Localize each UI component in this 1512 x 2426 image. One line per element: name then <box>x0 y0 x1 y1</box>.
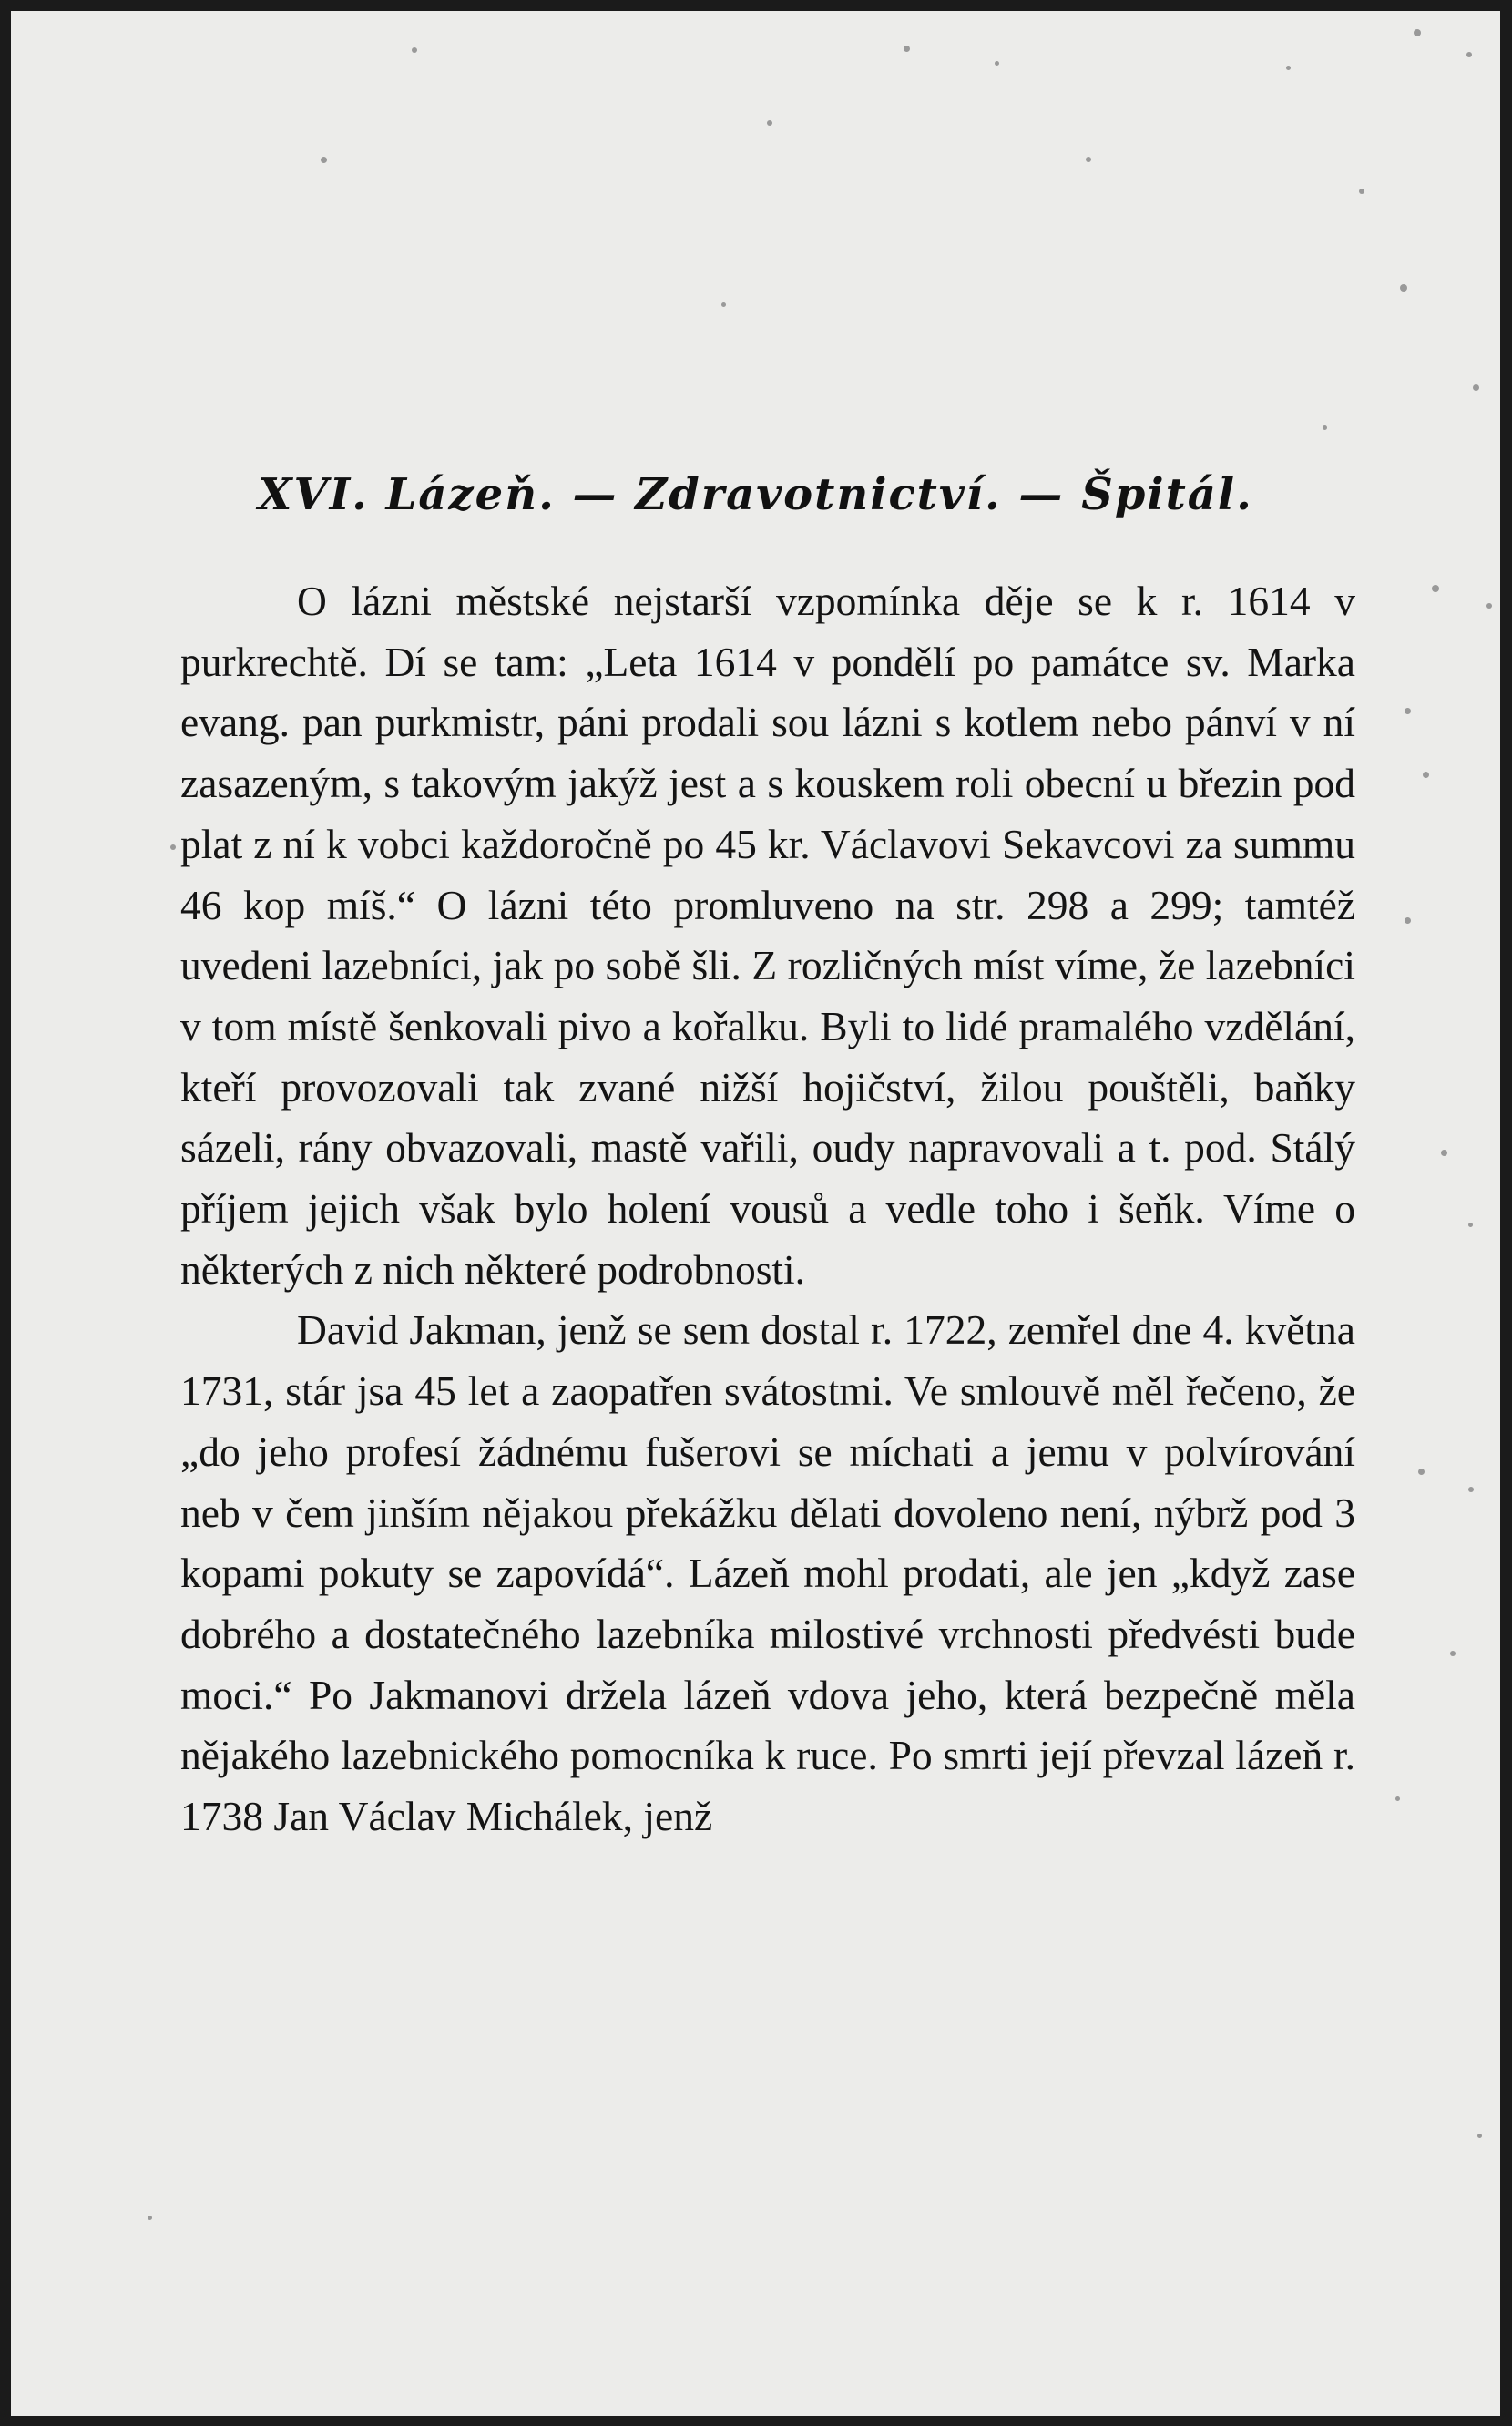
paper-speck <box>995 61 999 66</box>
paper-speck <box>1477 2134 1482 2138</box>
paper-speck <box>1450 1651 1456 1656</box>
paper-speck <box>1418 1469 1425 1475</box>
paper-speck <box>1400 284 1407 292</box>
chapter-title: XVI. Lázeň. — Zdravotnictví. — Špitál. <box>258 469 1253 520</box>
paragraph: O lázni městské nejstarší vzpomínka děje se k r. 1614 v purkrechtě. Dí se tam: „Leta 1614 v pondělí po památce sv. Marka evang. pan purkmistr, páni prodali sou lázni s kotlem nebo pánví v ní zasazeným, s takovým jakýž jest a s kouskem roli obecní u březin pod plat z ní k vobci každoročně po 45 kr. Václavovi Sekavcovi za summu 46 kop míš.“ O lázni této promluveno na str. 298 a 299; tamtéž uvedeni lazebníci, jak po sobě šli. Z rozličných míst víme, že lazebníci v tom místě šenkovali pivo a kořalku. Byli to lidé pramalého vzdělání, kteří provozovali tak zvané nižší hojičství, žilou pouštěli, baňky sázeli, rány obvazovali, mastě vařili, oudy napravovali a t. pod. Stálý příjem jejich však bylo holení vousů a vedle toho i šeňk. Víme o některých z nich některé podrobnosti. <box>180 578 1355 1293</box>
paper-speck <box>1405 708 1411 714</box>
paper-speck <box>321 157 327 163</box>
paper-speck <box>1323 425 1327 430</box>
paper-speck <box>1359 189 1364 194</box>
paper-speck <box>1286 66 1291 70</box>
paper-speck <box>148 2216 152 2220</box>
paragraph: David Jakman, jenž se sem dostal r. 1722, zemřel dne 4. května 1731, stár jsa 45 let a zaopatřen svátostmi. Ve smlouvě měl řečeno, že „do jeho profesí žádnému fušerovi se míchati a jemu v polvírování neb v čem jinším nějakou překážku dělati dovoleno není, nýbrž pod 3 kopami pokuty se zapovídá“. Lázeň mohl prodati, ale jen „když zase dobrého a dostatečného lazebníka milostivé vrchnosti předvésti bude moci.“ Po Jakmanovi držela lázeň vdova jeho, která bezpečně měla nějakého lazebnického pomocníka k ruce. Po smrti její převzal lázeň r. 1738 Jan Václav Michálek, jenž <box>180 1306 1355 1840</box>
paper-speck <box>1414 29 1421 36</box>
paper-speck <box>1395 1796 1400 1801</box>
paper-speck <box>767 120 772 126</box>
paper-speck <box>1468 1223 1473 1227</box>
book-page <box>11 11 1500 2416</box>
paper-speck <box>1423 772 1429 778</box>
paper-speck <box>1441 1150 1447 1156</box>
paper-speck <box>721 302 726 307</box>
paper-speck <box>904 46 910 52</box>
paper-speck <box>1473 384 1479 391</box>
paper-speck <box>1486 603 1492 609</box>
paper-speck <box>1432 585 1439 592</box>
body-text <box>180 571 1355 1848</box>
paper-speck <box>1466 52 1472 57</box>
paper-speck <box>170 844 176 850</box>
paper-speck <box>1086 157 1091 162</box>
paper-speck <box>1405 917 1411 924</box>
paper-speck <box>1468 1487 1474 1492</box>
paper-speck <box>412 47 417 53</box>
